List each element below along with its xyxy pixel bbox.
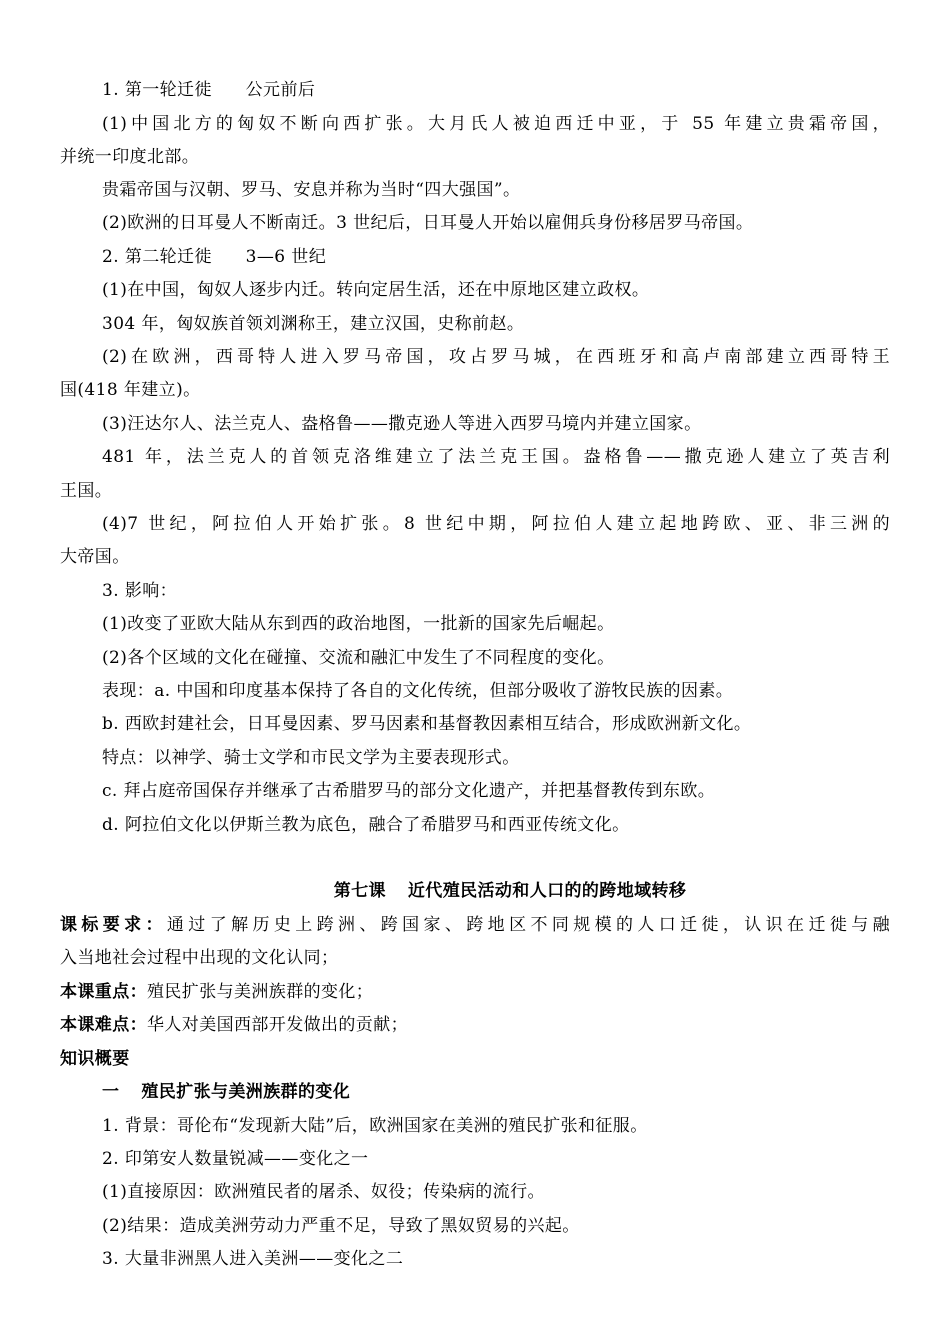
paragraph: (1)中国北方的匈奴不断向西扩张。大月氏人被迫西迁中亚，于 55 年建立贵霜帝国， xyxy=(102,114,890,134)
requirement-label: 课标要求： xyxy=(60,915,167,935)
heading-time: 公元前后 xyxy=(245,80,316,100)
lesson-number: 第七课 xyxy=(333,881,386,901)
paragraph: 特点：以神学、骑士文学和市民文学为主要表现形式。 xyxy=(102,748,520,768)
heading-impact: 3. 影响： xyxy=(102,581,178,601)
section-title: 殖民扩张与美洲族群的变化 xyxy=(141,1082,351,1102)
key-point xyxy=(60,981,890,1003)
paragraph-continuation: 王国。 xyxy=(60,481,113,501)
difficult-point xyxy=(60,1014,890,1036)
requirement-text: 通过了解历史上跨洲、跨国家、跨地区不同规模的人口迁徙，认识在迁徙与融 xyxy=(166,915,890,935)
section-heading xyxy=(102,1081,890,1103)
paragraph: (1)改变了亚欧大陆从东到西的政治地图，一批新的国家先后崛起。 xyxy=(102,614,615,634)
paragraph: 2. 印第安人数量锐减——变化之一 xyxy=(102,1149,369,1169)
paragraph: (2)在欧洲，西哥特人进入罗马帝国，攻占罗马城，在西班牙和高卢南部建立西哥特王 xyxy=(102,347,890,367)
paragraph: 481 年，法兰克人的首领克洛维建立了法兰克王国。盎格鲁——撒克逊人建立了英吉利 xyxy=(102,447,890,467)
paragraph: (1)在中国，匈奴人逐步内迁。转向定居生活，还在中原地区建立政权。 xyxy=(102,280,650,300)
paragraph: b. 西欧封建社会，日耳曼因素、罗马因素和基督教因素相互结合，形成欧洲新文化。 xyxy=(102,714,752,734)
paragraph: (1)直接原因：欧洲殖民者的屠杀、奴役；传染病的流行。 xyxy=(102,1182,545,1202)
heading-second-migration xyxy=(102,246,890,268)
paragraph: 贵霜帝国与汉朝、罗马、安息并称为当时“四大强国”。 xyxy=(102,180,521,200)
curriculum-requirement xyxy=(60,914,890,936)
paragraph: 表现：a. 中国和印度基本保持了各自的文化传统，但部分吸收了游牧民族的因素。 xyxy=(102,681,734,701)
difficult-point-label: 本课难点： xyxy=(60,1015,147,1035)
paragraph: (2)各个区域的文化在碰撞、交流和融汇中发生了不同程度的变化。 xyxy=(102,648,615,668)
difficult-point-text: 华人对美国西部开发做出的贡献； xyxy=(147,1015,408,1035)
heading-number: 2. xyxy=(102,247,120,267)
paragraph-continuation: 入当地社会过程中出现的文化认同； xyxy=(60,948,339,968)
paragraph: 304 年，匈奴族首领刘渊称王，建立汉国，史称前赵。 xyxy=(102,314,525,334)
key-point-text: 殖民扩张与美洲族群的变化； xyxy=(147,982,374,1002)
heading-title: 第二轮迁徙 xyxy=(124,247,212,267)
paragraph-continuation: 大帝国。 xyxy=(60,547,130,567)
heading-time: 3—6 世纪 xyxy=(245,247,327,267)
paragraph: (3)汪达尔人、法兰克人、盎格鲁——撒克逊人等进入西罗马境内并建立国家。 xyxy=(102,414,702,434)
paragraph-continuation: 并统一印度北部。 xyxy=(60,147,200,167)
paragraph: 3. 大量非洲黑人进入美洲——变化之二 xyxy=(102,1249,404,1269)
paragraph: d. 阿拉伯文化以伊斯兰教为底色，融合了希腊罗马和西亚传统文化。 xyxy=(102,815,630,835)
paragraph-continuation: 国(418 年建立)。 xyxy=(60,380,201,400)
paragraph: 1. 背景：哥伦布“发现新大陆”后，欧洲国家在美洲的殖民扩张和征服。 xyxy=(102,1116,648,1136)
heading-number: 1. xyxy=(102,80,120,100)
paragraph: (4)7 世纪，阿拉伯人开始扩张。8 世纪中期，阿拉伯人建立起地跨欧、亚、非三洲的 xyxy=(102,514,890,534)
section-number: 一 xyxy=(102,1082,120,1102)
overview-heading: 知识概要 xyxy=(60,1049,130,1069)
paragraph: (2)欧洲的日耳曼人不断南迁。3 世纪后，日耳曼人开始以雇佣兵身份移居罗马帝国。 xyxy=(102,213,754,233)
key-point-label: 本课重点： xyxy=(60,982,147,1002)
lesson-name: 近代殖民活动和人口的的跨地域转移 xyxy=(407,881,687,901)
heading-title: 第一轮迁徙 xyxy=(124,80,212,100)
lesson-title xyxy=(0,880,950,902)
paragraph: (2)结果：造成美洲劳动力严重不足，导致了黑奴贸易的兴起。 xyxy=(102,1216,580,1236)
heading-first-migration xyxy=(102,79,890,101)
paragraph: c. 拜占庭帝国保存并继承了古希腊罗马的部分文化遗产，并把基督教传到东欧。 xyxy=(102,781,716,801)
